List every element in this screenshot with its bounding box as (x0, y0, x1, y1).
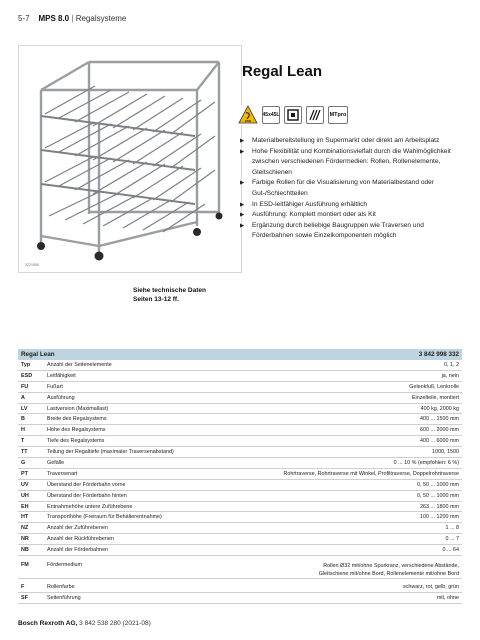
row-code: Typ (21, 361, 31, 368)
table-row (18, 393, 462, 404)
mtpro-icon: MTpro (328, 106, 348, 124)
feature-item: ▶ In ESD-leitfähiger Ausführung erhältlich (240, 200, 458, 211)
row-code: NR (21, 536, 29, 543)
caption-line-2: Seiten 13-12 ff. (133, 295, 179, 303)
row-label: Rollenfarbe (47, 583, 75, 590)
row-code: EH (21, 503, 29, 510)
row-code: UV (21, 481, 29, 488)
table-row (18, 491, 462, 502)
row-code: B (21, 416, 25, 423)
row-label: Anzahl der Rückführebenen (47, 536, 114, 543)
row-value: 1000, 1500 (432, 449, 459, 456)
row-label: Fördermedium (47, 562, 83, 569)
row-label: Tiefe des Regalsystems (47, 438, 105, 445)
table-row (18, 469, 462, 480)
row-value: 600 ... 2000 mm (420, 427, 459, 434)
row-code: NZ (21, 525, 29, 532)
row-code: UH (21, 492, 29, 499)
row-code: LV (21, 405, 28, 412)
row-code: HT (21, 514, 29, 521)
row-value: 1 ... 8 (445, 525, 459, 532)
feature-item: ▶ Ergänzung durch beliebige Baugruppen wie Traversen und Förderbahnen sowie Einzelkomponenten möglich (240, 221, 458, 242)
row-code: T (21, 438, 25, 445)
row-value-line-1: Rollen Ø32 mit/ohne Spurkranz, verschiedene Abstände, (323, 563, 459, 570)
page-header (18, 14, 126, 23)
table-row (18, 582, 462, 593)
image-code: 3Z21888 (25, 263, 39, 267)
table-row (18, 534, 462, 545)
page-footer (18, 620, 151, 627)
row-code: FM (21, 562, 29, 569)
product-image (18, 45, 242, 273)
product-name: MPS 8.0 (38, 14, 70, 23)
feature-item: ▶ Farbige Rollen für die Visualisierung von Materialbestand oder Gut-/Schlechtteilen (240, 178, 458, 199)
table-row (18, 593, 462, 604)
table-row (18, 545, 462, 556)
table-row (18, 502, 462, 513)
table-row (18, 425, 462, 436)
row-code: G (21, 459, 26, 466)
row-label: Höhe des Regalsystems (47, 427, 106, 434)
row-label: Seitenführung (47, 594, 81, 601)
feature-item: ▶ Materialbereitstellung im Supermarkt oder direkt am Arbeitsplatz (240, 136, 458, 147)
esd-icon (238, 105, 258, 125)
row-code: TT (21, 449, 28, 456)
spec-table-header (18, 349, 462, 360)
row-value: 400 ... 1500 mm (420, 416, 459, 423)
row-value: 0 ... 7 (445, 536, 459, 543)
spec-table (18, 349, 462, 604)
shelf-rack-illustration (19, 46, 241, 272)
row-value (319, 562, 462, 578)
image-caption (133, 287, 206, 304)
roller-icon (306, 106, 324, 124)
table-row (18, 404, 462, 415)
feature-icons (238, 105, 348, 125)
row-value-line-2: Gleitschiene mit/ohne Bord, Rollenelemente mit/ohne Bord (318, 571, 459, 578)
table-row (18, 371, 462, 382)
row-label: Transporthöhe (Freiraum für Behälterentnahme) (47, 514, 162, 521)
row-label: Leitfähigkeit (47, 372, 76, 379)
row-label: Lastversion (Maximallast) (47, 405, 109, 412)
header-separator: | (71, 14, 74, 23)
dimension-icon: 45x45L (262, 106, 280, 124)
row-value: ja, nein (441, 372, 459, 379)
row-label: Traversenart (47, 470, 78, 477)
table-row (18, 436, 462, 447)
table-row (18, 360, 462, 371)
row-label: Überstand der Förderbahn hinten (47, 492, 127, 499)
row-value: Einzelteile, montiert (411, 394, 459, 401)
row-value: 100 ... 1200 mm (420, 514, 459, 521)
row-code: PT (21, 470, 28, 477)
feature-item: ▶ Ausführung: Komplett montiert oder als Kit (240, 210, 458, 221)
spec-table-title: Regal Lean (21, 351, 55, 358)
row-code: NB (21, 547, 29, 554)
row-value: 0, 50 ... 1000 mm (417, 481, 459, 488)
row-code: H (21, 427, 25, 434)
frame-icon (284, 106, 302, 124)
table-row (18, 414, 462, 425)
row-code: SF (21, 594, 28, 601)
row-label: Teilung der Regaltiefe (maximaler Traversenabstand) (47, 449, 174, 456)
row-label: Gefälle (47, 459, 65, 466)
feature-list (240, 136, 458, 242)
row-value: 400 kg, 2000 kg (420, 405, 459, 412)
page-number: 5-7 (18, 14, 30, 23)
table-row (18, 559, 462, 579)
footer-doc: 3 842 538 280 (2021-08) (79, 620, 151, 627)
row-code: FU (21, 383, 29, 390)
row-value: 0, 50 ... 1000 mm (417, 492, 459, 499)
page-title: Regal Lean (242, 63, 323, 80)
row-label: Anzahl der Seitenelemente (47, 361, 112, 368)
row-label: Breite des Regalsystems (47, 416, 107, 423)
row-value: Gelenkfuß, Lenkrolle (409, 383, 459, 390)
row-label: Ausführung (47, 394, 75, 401)
table-row (18, 382, 462, 393)
table-row (18, 523, 462, 534)
section-name: Regalsysteme (75, 14, 127, 23)
feature-item: ▶ Hohe Flexibilität und Kombinationsvielfalt durch die Wahlmöglichkeit zwischen verschiedenen Fördermedien: Rollen, Rollenelemente, Gleitschienen (240, 147, 458, 179)
row-value: 400 ... 6000 mm (420, 438, 459, 445)
row-code: F (21, 583, 25, 590)
row-value: 0 ... 64 (442, 547, 459, 554)
row-value: mit, ohne (436, 594, 459, 601)
table-row (18, 512, 462, 523)
row-label: Überstand der Förderbahn vorne (47, 481, 126, 488)
spec-table-number: 3 842 998 332 (418, 351, 459, 358)
row-value: 0 ... 10 % (empfohlen: 6 %) (393, 459, 459, 466)
caption-line-1: Siehe technische Daten (133, 287, 206, 294)
table-row (18, 458, 462, 469)
row-label: Anzahl der Förderbahnen (47, 547, 109, 554)
footer-company: Bosch Rexroth AG, (18, 620, 78, 627)
row-value: 263 ... 1800 mm (420, 503, 459, 510)
row-code: ESD (21, 372, 33, 379)
spec-rows (18, 582, 462, 604)
row-label: Entnahmehöhe untere Zuführebene (47, 503, 133, 510)
table-row (18, 480, 462, 491)
row-value: schwarz, rot, gelb, grün (402, 583, 459, 590)
row-value: Rohrtraverse, Rohrtraverse mit Winkel, Profiltraverse, Doppelrohrtraverse (283, 470, 459, 477)
row-value: 0, 1, 2 (444, 361, 459, 368)
row-code: A (21, 394, 25, 401)
row-label: Anzahl der Zuführebenen (47, 525, 108, 532)
svg-text:ESD: ESD (244, 119, 252, 123)
row-label: Fußart (47, 383, 63, 390)
spec-rows (18, 360, 462, 556)
table-row (18, 447, 462, 458)
